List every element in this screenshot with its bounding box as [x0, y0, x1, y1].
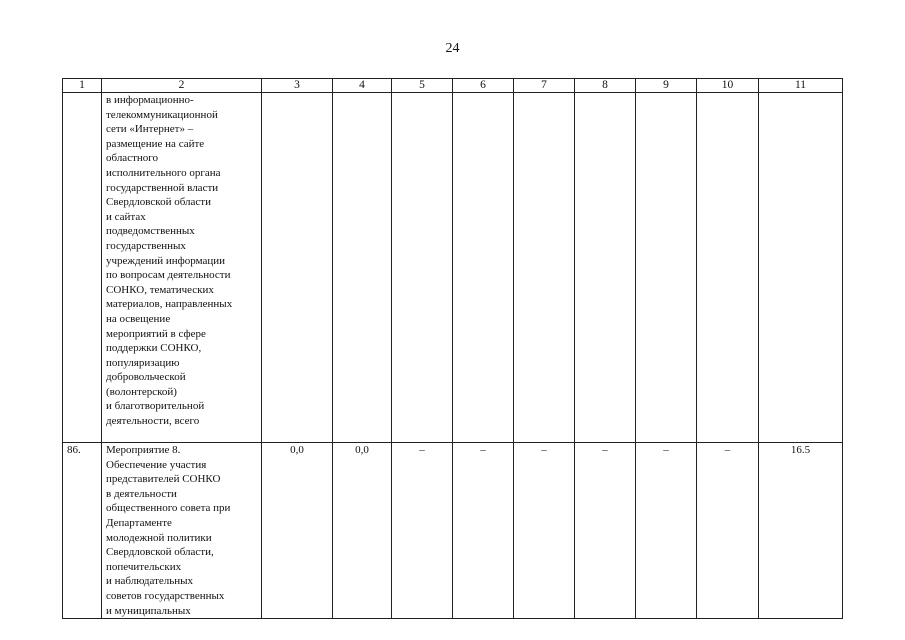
table-cell: –	[514, 443, 575, 619]
column-header: 1	[63, 79, 102, 93]
column-header: 7	[514, 79, 575, 93]
column-header: 9	[636, 79, 697, 93]
header-row	[63, 79, 843, 93]
table-row	[63, 93, 843, 443]
data-table	[62, 78, 843, 619]
table-cell: 16.5	[759, 443, 843, 619]
row-number	[63, 93, 102, 443]
table-cell: 0,0	[262, 443, 333, 619]
table-row	[63, 443, 843, 619]
table-cell	[759, 93, 843, 443]
table-cell	[262, 93, 333, 443]
row-description: в информационно- телекоммуникационной сети «Интернет» – размещение на сайте областного исполнительного органа государственной власти Свердловской области и сайтах подведомственных государственных учреждений информации по вопросам деятельности СОНКО, тематических материалов, направленных на освещение мероприятий в сфере поддержки СОНКО, популяризацию добровольческой (волонтерской) и благотворительной деятельности, всего	[102, 93, 262, 443]
table-cell	[333, 93, 392, 443]
column-header: 2	[102, 79, 262, 93]
column-header: 8	[575, 79, 636, 93]
page-number: 24	[445, 41, 460, 56]
table-cell: –	[636, 443, 697, 619]
column-header: 10	[697, 79, 759, 93]
table-cell: –	[575, 443, 636, 619]
table-cell: 0,0	[333, 443, 392, 619]
table-cell: –	[697, 443, 759, 619]
table-cell	[575, 93, 636, 443]
column-header: 5	[392, 79, 453, 93]
table-cell	[453, 93, 514, 443]
column-header: 11	[759, 79, 843, 93]
column-header: 6	[453, 79, 514, 93]
row-number: 86.	[63, 443, 102, 619]
row-description: Мероприятие 8. Обеспечение участия представителей СОНКО в деятельности общественного совета при Департаменте молодежной политики Свердловской области, попечительских и наблюдательных советов государственных и муниципальных	[102, 443, 262, 619]
table-cell	[514, 93, 575, 443]
table-cell	[392, 93, 453, 443]
table-cell	[636, 93, 697, 443]
table-cell: –	[453, 443, 514, 619]
table-cell: –	[392, 443, 453, 619]
column-header: 4	[333, 79, 392, 93]
column-header: 3	[262, 79, 333, 93]
table-cell	[697, 93, 759, 443]
